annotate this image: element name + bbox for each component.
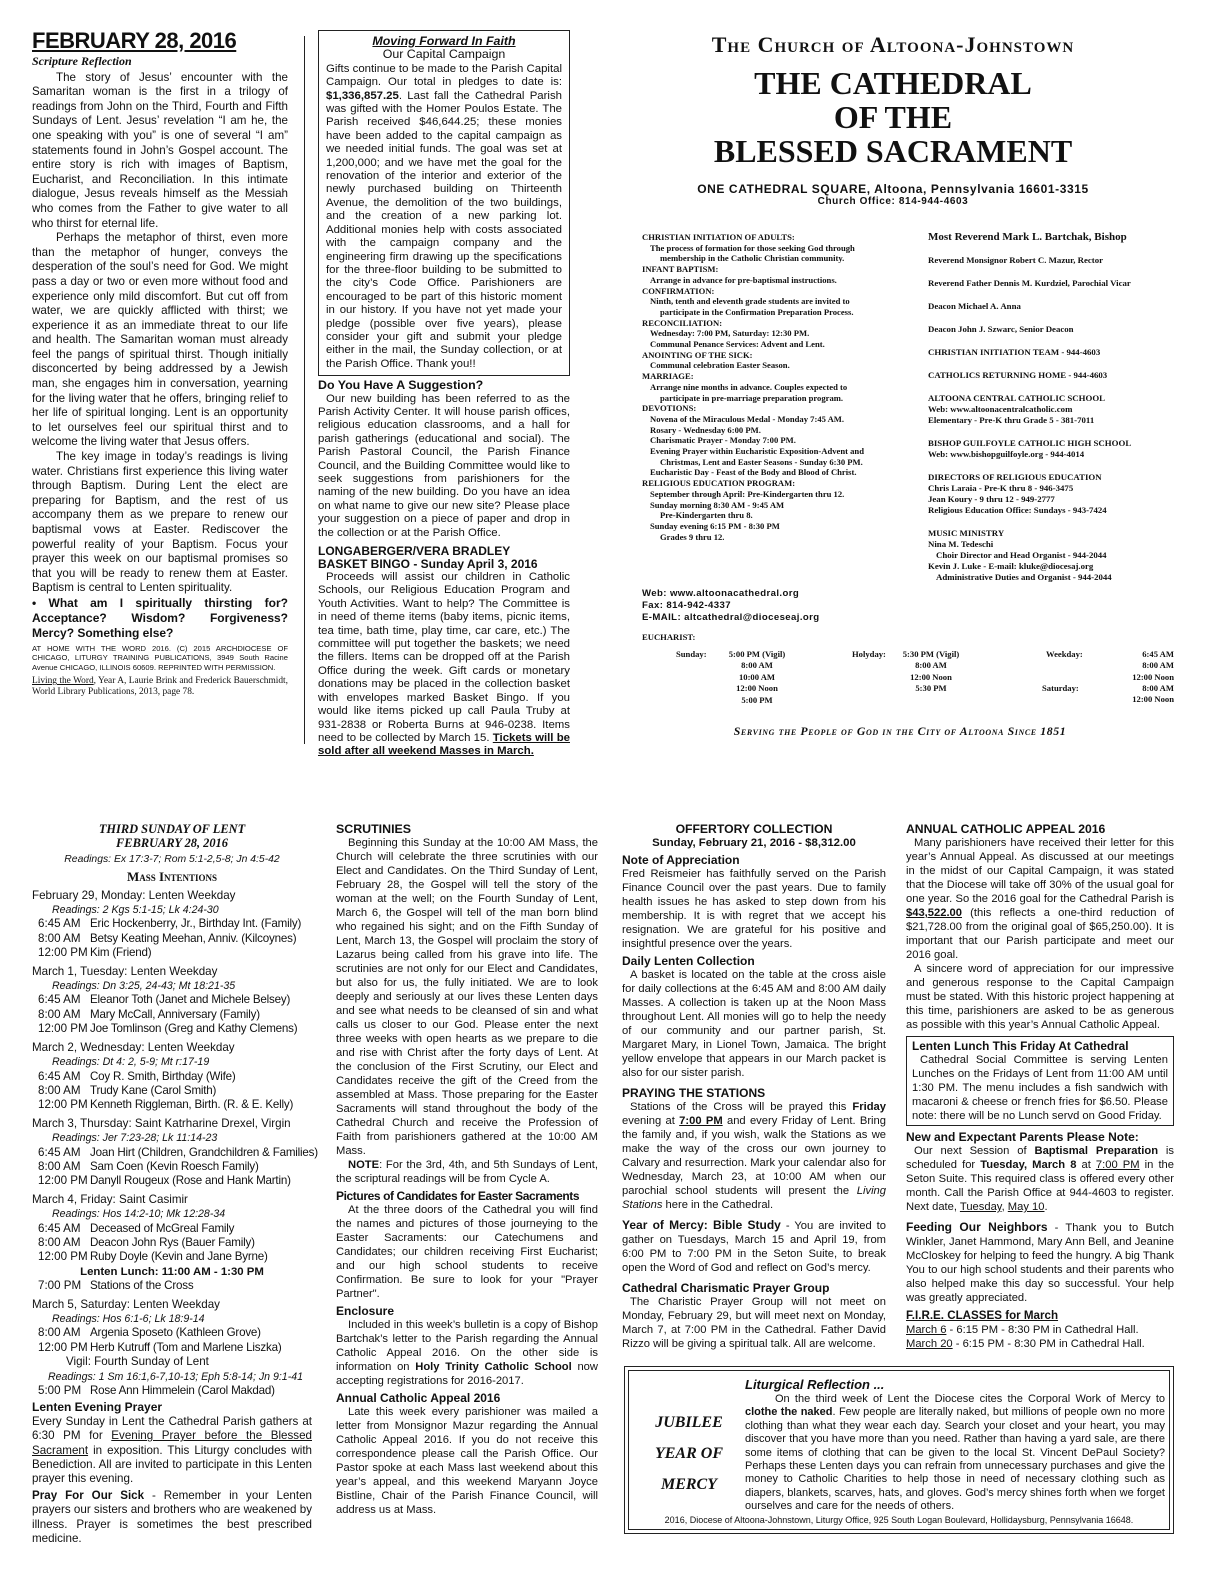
feeding-neighbors: Feeding Our Neighbors - Thank you to Butch Winkler, Janet Hammond, Mary Ann Bell, and Jeanine McCloskey for helping to feed the hungry. A big Thank You to our high school students and their parents who also helped make this day so successful. Your help was greatly appreciated. [906, 1220, 1175, 1304]
appeal-title: ANNUAL CATHOLIC APPEAL 2016 [906, 822, 1106, 836]
church-name: The Church of Altoona-Johnstown [711, 32, 1075, 57]
music-ministry: MUSIC MINISTRY Nina M. Tedeschi Choir Director and Head Organist - 944-2044 Kevin J. Luke - E-mail: kluke@diocesaj.org Administrative Duties and Organist - 944-2044 [928, 528, 1112, 582]
mass-time: 10:00 AM [738, 671, 776, 682]
bingo-tickets: Tickets will be sold after all weekend Masses in March. [318, 731, 570, 758]
holyday-times [892, 649, 970, 695]
enclosure-body: Included in this week’s bulletin is a copy of Bishop Bartchak’s letter to the Parish regarding the Annual Catholic Appeal 2016. On the other side is information on Holy Trinity Catholic School now accepting registrations for 2016-2017. [336, 1319, 598, 1387]
sacrament-line: CHRISTIAN INITIATION OF ADULTS: [642, 232, 795, 242]
scripture-title: Scripture Reflection [32, 54, 132, 68]
pray-sick: Pray For Our Sick - Remember in your Lenten prayers our sisters and brothers who are weakened by illness. Prayer is sometimes the best prescribed medicine. [32, 1488, 312, 1546]
sacrament-line: membership in the Catholic Christian community. [660, 253, 845, 264]
intention-name: Argenia Sposeto (Kathleen Grove) [90, 1326, 261, 1340]
bulletin-date: FEBRUARY 28, 2016 [32, 28, 237, 53]
pictures-title: Pictures of Candidates for Easter Sacraments [336, 1189, 580, 1203]
intention-time: 6:45 AM [38, 1069, 81, 1083]
weekday-label: Weekday: [1046, 649, 1083, 659]
evening-prayer-body: Every Sunday in Lent the Cathedral Parish gathers at 6:30 PM for Evening Prayer before the Blessed Sacrament in exposition. This Liturgy concludes with Benediction. All are invited to participate in this Lenten prayer this evening. [32, 1414, 312, 1486]
appeal-p2: A sincere word of appreciation for our impressive and generous response to the Capital Campaign must be stated. With this historic project happening at this time, parishioners are asked to be as generous as possible with this year’s Annual Catholic Appeal. [906, 963, 1174, 1031]
lenten-lunch-line: Lenten Lunch: 11:00 AM - 1:30 PM [80, 1265, 264, 1278]
lent-date: FEBRUARY 28, 2016 [116, 836, 228, 851]
scripture-copyright: AT HOME WITH THE WORD 2016. (C) 2015 ARCHDIOCESE OF CHICAGO, LITURGY TRAINING PUBLICATIONS, 3949 South Racine Avenue CHICAGO, ILLINOIS 60609. REPRINTED WITH PERMISSION. [32, 643, 288, 672]
vigil-readings: Readings: 1 Sm 16:1,6-7,10-13; Eph 5:8-14; Jn 9:1-41 [48, 1370, 304, 1383]
offertory-column [622, 822, 886, 1351]
sacrament-line: Evening Prayer within Eucharistic Exposition-Advent and [650, 446, 864, 457]
mass-time: 5:30 PM (Vigil) [902, 649, 960, 659]
campaign-title: Moving Forward In Faith [372, 34, 516, 48]
sacrament-line: Sunday morning 8:30 AM - 9:45 AM [650, 499, 785, 510]
campaign-subtitle: Our Capital Campaign [382, 47, 506, 62]
fire-line-1: March 6 - 6:15 PM - 8:30 PM in Cathedral Hall. [906, 1324, 1139, 1336]
credit-title: Living the Word [32, 676, 94, 687]
fire-title: F.I.R.E. CLASSES for March [906, 1309, 1059, 1322]
intention-time: 12:00 PM [38, 1174, 88, 1188]
mass-intentions [32, 888, 318, 1399]
scripture-credit [32, 676, 288, 698]
fax-number: Fax: 814-942-4337 [642, 600, 731, 612]
appeal-goal: $43,522.00 [906, 907, 962, 919]
appreciation-title: Note of Appreciation [622, 853, 740, 867]
intention-day-title: March 5, Saturday: Lenten Weekday [32, 1297, 220, 1311]
sacrament-line: September through April: Pre-Kindergarten thru 12. [650, 488, 845, 499]
catholics-returning: CATHOLICS RETURNING HOME - 944-4603 [928, 370, 1108, 380]
intention-row [32, 1070, 312, 1084]
staff-list [928, 232, 1188, 595]
intention-readings: Readings: 2 Kgs 5:1-15; Lk 4:24-30 [52, 904, 219, 917]
lent-column [32, 822, 318, 1547]
liturgical-footer: 2016, Diocese of Altoona-Johnstown, Liturgy Office, 925 South Logan Boulevard, Hollidaysburg, Pennsylvania 16648. [664, 1515, 1134, 1525]
intention-time: 8:00 AM [38, 1159, 81, 1173]
intention-name: Stations of the Cross [90, 1279, 194, 1293]
offertory-title: OFFERTORY COLLECTION [675, 822, 833, 836]
scripture-p3: The key image in today’s readings is living water. Christians first experience this living water through Baptism. During Lent the elect are preparing for Baptism, and the rest of us accompany them as we prepare to renew our baptismal vows at Easter. Rediscover the powerful reality of your Baptism. Focus your prayer this week on our baptismal promises so that you will be ready to renew them at Easter. Baptism is central to Lenten spirituality. [32, 450, 288, 595]
sacrament-line: Christmas, Lent and Easter Seasons - Sunday 6:30 PM. [660, 456, 863, 467]
liturgical-reflection-inner [628, 1370, 1170, 1530]
intention-time: 5:00 PM [38, 1384, 82, 1398]
intention-row [32, 946, 312, 960]
intention-row [32, 1384, 312, 1398]
liturgical-body: On the third week of Lent the Diocese cites the Corporal Work of Mercy to clothe the naked. Few people are literally naked, but millions of people own no more clothing than what they wear each day. Search your closet and your heart, you may discover that you have more than you need. Rather than having a yard sale, are there some items of clothing that can be given to the local St. Vincent DePaul Society? Perhaps these Lenten days you can refrain from unnecessary purchases and give the money to Catholic Charities to help those in need of necessary clothing such as diapers, blankets, scarves, hats, and gloves. God’s mercy shines forth when we forget ourselves and care for the needs of others. [745, 1393, 1165, 1513]
intention-row [32, 1145, 318, 1160]
intention-time: 8:00 AM [38, 1007, 81, 1021]
intention-row [32, 993, 312, 1007]
intention-time: 6:45 AM [38, 993, 81, 1007]
stations-title: PRAYING THE STATIONS [622, 1086, 766, 1100]
sacrament-line: participate in the Confirmation Preparation Process. [660, 306, 854, 317]
daily-lenten-title: Daily Lenten Collection [622, 954, 755, 968]
sacrament-line: Charismatic Prayer - Monday 7:00 PM. [650, 435, 796, 446]
intention-name: Kim (Friend) [90, 946, 152, 960]
intention-row [32, 1250, 312, 1264]
sacrament-line: CONFIRMATION: [642, 285, 715, 296]
campaign-body: Gifts continue to be made to the Parish Capital Campaign. Our total in pledges to date is: $1,336,857.25. Last fall the Cathedral Parish was gifted with the Homer Poulos Estate. The Parish received $46,644.25; these monies have been added to the capital campaign as we needed initial funds. The goal was set at 1,200,000; and we have met the goal for the renovation of the interior and exterior of the newly purchased building on Thirteenth Avenue, the demolition of the two buildings, and the creation of a new parking lot. Additional monies help with costs associated with the campaign company and the engineering firm drawing up the specifications for the three-floor building to be submitted to the city’s Code Office. Parishioners are encouraged to be part of this historic moment in our history. If you have not yet made your pledge (possible over five years), please consider your gift and submit your pledge either in the mail, the Sunday collection, or at the Parish Office. Thank you!! [326, 62, 562, 370]
charismatic-title: Cathedral Charismatic Prayer Group [622, 1281, 830, 1295]
intention-row [32, 1326, 312, 1340]
holyday-label: Holyday: [852, 649, 886, 659]
intention-name: Sam Coen (Kevin Roesch Family) [90, 1159, 259, 1173]
intention-day-title: March 2, Wednesday: Lenten Weekday [32, 1040, 235, 1054]
mass-time: 8:00 AM [915, 660, 947, 671]
sacrament-line: INFANT BAPTISM: [642, 264, 719, 275]
intention-name: Joan Hirt (Children, Grandchildren & Families) [90, 1145, 318, 1159]
intention-time: 8:00 AM [38, 1083, 81, 1097]
parents-title: New and Expectant Parents Please Note: [906, 1130, 1139, 1144]
office-phone: Church Office: 814-944-4603 [817, 196, 969, 207]
intention-name: Coy R. Smith, Birthday (Wife) [90, 1069, 236, 1083]
intention-row [32, 1222, 312, 1236]
masthead [588, 32, 1198, 207]
sacrament-line: Rosary - Wednesday 6:00 PM. [650, 424, 761, 435]
intention-name: Eric Hockenberry, Jr., Birthday Int. (Family) [90, 917, 302, 931]
weekday-times [1096, 649, 1174, 683]
intention-time: 7:00 PM [38, 1279, 82, 1293]
lent-title: THIRD SUNDAY OF LENT [98, 822, 246, 836]
intention-readings: Readings: Dt 4: 2, 5-9; Mt r:17-19 [52, 1056, 210, 1069]
sacrament-line: Communal Penance Services: Advent and Lent. [650, 339, 825, 350]
scrutinies-note: NOTE: For the 3rd, 4th, and 5th Sundays of Lent, the scriptural readings will be from Cycle A. [336, 1159, 598, 1185]
intention-row [32, 1098, 312, 1112]
intention-day [32, 1193, 312, 1294]
vicar: Reverend Father Dennis M. Kurdziel, Parochial Vicar [928, 278, 1131, 288]
bingo-title-1: LONGABERGER/VERA BRADLEY [318, 544, 511, 559]
vigil-title: Vigil: Fourth Sunday of Lent [66, 1355, 209, 1369]
fire-line-2: March 20 - 6:15 PM - 8:30 PM in Cathedral Hall. [906, 1338, 1145, 1350]
intention-name: Betsy Keating Meehan, Anniv. (Kilcoynes) [90, 931, 297, 945]
sacrament-line: Novena of the Miraculous Medal - Monday 7:45 AM. [650, 413, 845, 424]
mass-time: 5:30 PM [915, 683, 947, 694]
intention-row [32, 1279, 312, 1293]
appeal-column [906, 822, 1174, 1351]
lenten-lunch-body: Cathedral Social Committee is serving Lenten Lunches on the Fridays of Lent from 11:00 AM until 1:30 PM. The menu includes a fish sandwich with macaroni & cheese or french fries for $6.50. Please note: there will be no Lunch servd on Good Friday. [912, 1054, 1168, 1122]
intention-time: 12:00 PM [38, 1250, 88, 1264]
lenten-lunch-box [906, 1036, 1174, 1126]
cathedral-name [588, 66, 1198, 168]
intention-row [32, 1160, 312, 1174]
campaign-box [318, 30, 570, 376]
intention-day-title: March 1, Tuesday: Lenten Weekday [32, 964, 218, 978]
scripture-column [32, 28, 288, 698]
mass-time: 8:00 AM [1142, 683, 1174, 693]
intention-name: Deceased of McGreal Family [90, 1221, 235, 1235]
mass-time: 6:45 AM [1142, 649, 1174, 659]
contact-info [642, 588, 912, 625]
bishop: Most Reverend Mark L. Bartchak, Bishop [928, 231, 1127, 243]
intention-day-title: March 3, Thursday: Saint Katrharine Drexel, Virgin [32, 1116, 291, 1130]
mass-time: 8:00 AM [1142, 660, 1174, 671]
sunday-label: Sunday: [676, 649, 707, 659]
intention-name: Kenneth Riggleman, Birth. (R. & E. Kelly) [90, 1098, 294, 1112]
intention-day [32, 965, 312, 1037]
religious-education-directors: DIRECTORS OF RELIGIOUS EDUCATION Chris Laraia - Pre-K thru 8 - 946-3475 Jean Koury - 9 thru 12 - 949-2777 Religious Education Office: Sundays - 943-7424 [928, 472, 1107, 515]
sacrament-line: RELIGIOUS EDUCATION PROGRAM: [642, 478, 796, 489]
intention-time: 8:00 AM [38, 931, 81, 945]
eucharist-schedule [642, 632, 1202, 705]
sacrament-line: Ninth, tenth and eleventh grade students are invited to [650, 296, 850, 307]
saturday-times [1096, 683, 1174, 706]
evening-prayer-link: Evening Prayer before the Blessed Sacrament [32, 1429, 312, 1457]
jubilee-emblem: JUBILEE YEAR OF MERCY [654, 1414, 723, 1493]
scrutinies-body: Beginning this Sunday at the 10:00 AM Mass, the Church will celebrate the three scrutinies with our Elect and Candidates. On the Third Sunday of Lent, February 28, the Gospel will tell the story of the woman at the well; on the Fourth Sunday of Lent, March 6, the Gospel will tell of the man born blind who regained his sight; and on the Fifth Sunday of Lent, March 13, the Gospel will proclaim the story of Lazarus being called from his grave into life. The scrutinies are not only for our Elect and Candidates, but also for us, the fully initiated. We are to look deeply and seriously at our lives these Lenten days and see what needs to be cleansed of sin and what calls us closer to our God. Please enter the next three weeks with open hearts as we prepare to die and rise with Christ after the forty days of Lent. At the conclusion of the First Scrutiny, our Elect and Candidates receive the gift of the Creed from the assembled at Mass. Those preparing for the Easter Sacraments will stand throughout the body of the Cathedral Church and receive the Profession of Faith from parishioners gathered at the 10:00 AM Mass. [336, 837, 598, 1157]
intention-name: Trudy Kane (Carol Smith) [90, 1083, 217, 1097]
intention-day [32, 889, 312, 961]
appeal-small-title: Annual Catholic Appeal 2016 [336, 1391, 501, 1405]
intention-name: Eleanor Toth (Janet and Michele Belsey) [90, 993, 291, 1007]
intention-row [32, 1174, 312, 1188]
sacrament-line: Grades 9 thru 12. [660, 531, 725, 542]
intention-name: Joe Tomlinson (Greg and Kathy Clemens) [90, 1022, 298, 1036]
intention-row [32, 932, 312, 946]
parents-body: Our next Session of Baptismal Preparation is scheduled for Tuesday, March 8 at 7:00 PM in the Seton Suite. This required class is offered every other month. Call the Parish Office at 944-4603 to register. Next date, Tuesday, May 10. [906, 1145, 1174, 1213]
guilfoyle-school: BISHOP GUILFOYLE CATHOLIC HIGH SCHOOL Web: www.bishopguilfoyle.org - 944-4014 [928, 438, 1132, 459]
sacrament-line: RECONCILIATION: [642, 317, 723, 328]
website-link[interactable]: Web: www.altoonacathedral.org [642, 588, 800, 599]
email-link[interactable]: E-MAIL: altcathedral@dioceseaj.org [642, 612, 820, 624]
mercy-study: Year of Mercy: Bible Study - You are invited to gather on Tuesdays, March 15 and April 19, from 6:00 PM to 7:00 PM in the Seton Suite, to break open the Word of God and reflect on God’s mercy. [622, 1218, 886, 1274]
intention-name: Mary McCall, Anniversary (Family) [90, 1007, 260, 1021]
stations-body: Stations of the Cross will be prayed this Friday evening at 7:00 PM and every Friday of Lent. Bring the family and, if you wish, walk the Stations as we make the way of the cross our own journey to Calvary and resurrection. Mark your calendar also for Wednesday, March 23, at 10:00 AM when our parochial school students will present the Living Stations here in the Cathedral. [622, 1101, 886, 1211]
pray-sick-title: Pray For Our Sick [32, 1488, 145, 1502]
daily-lenten-body: A basket is located on the table at the cross aisle for daily collections at the 6:45 AM and 8:00 AM daily Masses. A collection is taken up at the Noon Mass throughout Lent. All monies will go to help the needy of our community and our partner parish, St. Margaret Mary, in Lionel Town, Jamaica. The bright yellow envelope that appears in our March packet is also for our sister parish. [622, 969, 886, 1079]
intention-day [32, 1041, 312, 1113]
intention-row [32, 1008, 312, 1022]
suggestion-body: Our new building has been referred to as the Parish Activity Center. It will house parish offices, religious education classrooms, and a hall for parish gatherings (educational and social). The Parish Pastoral Council, the Parish Finance Council, and the Building Committee would like to seek suggestions from parishioners for the naming of the new building. Do you have an idea on what name to give our new site? Please place your suggestion on a piece of paper and drop in the collection or at the Parish Office. [318, 392, 570, 539]
intention-day [32, 1298, 312, 1399]
intention-row [32, 917, 312, 931]
pictures-body: At the three doors of the Cathedral you will find the names and pictures of those journeying to the Easter Sacraments: our Catechumens and Candidates; our children receiving First Eucharist; and our high school students to receive Confirmation. Be sure to look for your "Prayer Partner". [336, 1204, 598, 1300]
sacrament-line: Sunday evening 6:15 PM - 8:30 PM [650, 520, 780, 531]
intention-time: 6:45 AM [38, 1145, 81, 1159]
sunday-times [722, 649, 792, 706]
scrutinies-title: SCRUTINIES [336, 822, 412, 836]
sacrament-line: Arrange in advance for pre-baptismal instructions. [650, 274, 837, 285]
sacraments-list [642, 232, 912, 542]
mass-time: 12:00 Noon [1132, 671, 1174, 682]
lenten-lunch-title: Lenten Lunch This Friday At Cathedral [912, 1039, 1129, 1053]
intention-day-title: February 29, Monday: Lenten Weekday [32, 888, 236, 902]
mass-time: 8:00 AM [741, 660, 773, 671]
mass-time: 12:00 Noon [1132, 694, 1174, 705]
cathedral-line-2: OF THE [833, 99, 953, 135]
sacrament-line: Arrange nine months in advance. Couples expected to [650, 381, 848, 392]
intention-row [32, 1022, 312, 1036]
address: ONE CATHEDRAL SQUARE, Altoona, Pennsylvania 16601-3315 [697, 182, 1089, 196]
cathedral-line-1: THE CATHEDRAL [754, 65, 1032, 101]
intention-day [32, 1116, 318, 1189]
eucharist-label: EUCHARIST: [642, 632, 696, 642]
sacrament-line: The process of formation for those seeking God through [650, 242, 855, 253]
central-catholic-school: ALTOONA CENTRAL CATHOLIC SCHOOL Web: www.altoonacentralcatholic.com Elementary - Pre-K thru Grade 5 - 381-7011 [928, 393, 1106, 425]
intention-time: 12:00 PM [38, 946, 88, 960]
intention-name: Ruby Doyle (Kevin and Jane Byrne) [90, 1250, 268, 1264]
intention-time: 12:00 PM [38, 1098, 88, 1112]
offertory-line: Sunday, February 21, 2016 - $8,312.00 [652, 837, 856, 849]
intention-row [32, 1084, 312, 1098]
intention-time: 8:00 AM [38, 1326, 81, 1340]
sacrament-line: Eucharistic Day - Feast of the Body and Blood of Christ. [650, 467, 857, 478]
appreciation-body: Fred Reismeier has faithfully served on the Parish Finance Council over the past years. Due to family health issues he has asked to step down from his membership. It is with regret that we accept his resignation. We are grateful for his positive and insightful presence over the years. [622, 868, 886, 950]
intention-readings: Readings: Hos 14:2-10; Mk 12:28-34 [52, 1208, 226, 1221]
intention-time: 12:00 PM [38, 1340, 88, 1354]
intention-name: Deacon John Rys (Bauer Family) [90, 1235, 255, 1249]
intention-name: Herb Kutruff (Tom and Marlene Liszka) [90, 1340, 282, 1354]
mass-time: 12:00 Noon [736, 683, 778, 694]
intention-readings: Readings: Jer 7:23-28; Lk 11:14-23 [52, 1132, 218, 1145]
bingo-body: Proceeds will assist our children in Catholic Schools, our Religious Education Program and Youth Activities. Want to help? The Committee is in need of theme items (baby items, picnic items, tea time, bath time, play time, car care, etc.) The committee will put together the baskets; we need the fillers. Items can be dropped off at the Parish Office during the week. Gift cards or monetary donations may be placed in the collection basket with envelopes marked Basket Bingo. If you would like items picked up call Paula Truby at 931-2838 or Roberta Burns at 946-0238. Items need to be collected by March 15. Tickets will be sold after all weekend Masses in March. [318, 571, 570, 758]
appeal-small-body: Late this week every parishioner was mailed a letter from Monsignor Mazur regarding the Annual Catholic Appeal 2016. If you do not receive this correspondence please call the Parish Office. Our Pastor spoke at each Mass last weekend about this year’s appeal, and this weekend Maryann Joyce Bistline, Chair of the Parish Finance Council, will address us at Mass. [336, 1406, 598, 1516]
mass-intentions-title: Mass Intentions [126, 869, 218, 885]
intention-readings: Readings: Hos 6:1-6; Lk 18:9-14 [52, 1313, 205, 1325]
sacrament-line: MARRIAGE: [642, 371, 694, 382]
column-divider [304, 36, 305, 744]
intention-readings: Readings: Dn 3:25, 24-43; Mt 18:21-35 [52, 980, 236, 993]
intention-time: 6:45 AM [38, 917, 81, 931]
intention-time: 6:45 AM [38, 1221, 81, 1235]
suggestion-title: Do You Have A Suggestion? [318, 378, 484, 393]
sacrament-line: Wednesday: 7:00 PM, Saturday: 12:30 PM. [650, 328, 810, 339]
mass-time: 5:00 PM [741, 694, 773, 705]
credit-rest: , Year A, Laurie Brink and Frederick Bauerschmidt, World Library Publications, 2013, page 78. [32, 676, 288, 698]
liturgical-reflection-box [624, 1366, 1174, 1534]
scripture-p1: The story of Jesus’ encounter with the Samaritan woman is the first in a trilogy of readings from John on the Third, Fourth and Fifth Sundays of Lent. Jesus’ revelation “I am he, the one speaking with you” is one of several “I am” statements found in John’s Gospel account. The entire story is rich with images of Baptism, Eucharist, and Reconciliation. In this intimate dialogue, Jesus reveals himself as the Messiah who comes from the Father to give water to all who thirst for eternal life. [32, 70, 288, 230]
serving-tagline: Serving the People of God in the City of Altoona Since 1851 [733, 724, 1067, 738]
campaign-column [318, 30, 570, 759]
intention-time: 8:00 AM [38, 1235, 81, 1249]
intention-row [32, 1341, 312, 1355]
mass-time: 5:00 PM (Vigil) [728, 649, 786, 659]
evening-prayer-title: Lenten Evening Prayer [32, 1400, 163, 1415]
deacon-1: Deacon Michael A. Anna [928, 301, 1021, 311]
initiation-team: CHRISTIAN INITIATION TEAM - 944-4603 [928, 347, 1101, 357]
charismatic-body: The Charistic Prayer Group will not meet on Monday, February 29, but will meet next on Monday, March 7, at 7:00 PM in the Cathedral. Father David Rizzo will be giving a spiritual talk. All are welcome. [622, 1296, 886, 1350]
sacrament-line: Communal celebration Easter Season. [650, 360, 790, 371]
cathedral-line-3: BLESSED SACRAMENT [713, 133, 1073, 169]
intention-time: 12:00 PM [38, 1022, 88, 1036]
liturgical-title: Liturgical Reflection ... [745, 1377, 885, 1392]
sacrament-line: ANOINTING OF THE SICK: [642, 349, 753, 360]
lent-readings: Readings: Ex 17:3-7; Rom 5:1-2,5-8; Jn 4:5-42 [64, 853, 280, 865]
intention-name: Rose Ann Himmelein (Carol Makdad) [90, 1384, 275, 1398]
campaign-total: $1,336,857.25 [326, 89, 399, 102]
sacrament-line: participate in pre-marriage preparation program. [660, 392, 844, 403]
sacrament-line: Pre-Kindergarten thru 8. [660, 510, 753, 521]
appeal-body: Many parishioners have received their letter for this year’s Annual Appeal. As discussed at our meetings in the midst of our Capital Campaign, it was stated that the Diocese will take off 30% of the usual goal for one year. So the 2016 goal for the Cathedral Parish is $43,522.00 (this reflects a one-third reduction of $21,728.00 from the original goal of $65,250.00). It is important that our Parish participate and meet our 2016 goal. [906, 837, 1174, 961]
enclosure-title: Enclosure [336, 1304, 395, 1318]
intention-row [32, 1236, 312, 1250]
scripture-p2: Perhaps the metaphor of thirst, even more than the metaphor of hunger, conveys the desperation of the soul’s need for God. We might pass a day or two or even more without food and experience only mild discomfort. But cut off from water, we are quickly afflicted with thirst; we experience it as an immediate threat to our life and health. The Samaritan woman must already feel the pangs of spiritual thirst. Though initially disconcerted by being addressed by a Jewish man, she engages him in conversation, yearning for the living water that he offers, bringing relief to her life of spiritual longing. Lent is an opportunity to let ourselves feel our spiritual thirst and to welcome the living water that Jesus offers. [32, 231, 288, 449]
rector: Reverend Monsignor Robert C. Mazur, Rector [928, 255, 1104, 265]
scrutinies-column [336, 822, 598, 1517]
intention-name: Danyll Rougeux (Rose and Hank Martin) [90, 1174, 291, 1188]
scripture-question: • What am I spiritually thirsting for? Acceptance? Wisdom? Forgiveness? Mercy? Something else? [32, 595, 288, 640]
sacrament-line: DEVOTIONS: [642, 403, 697, 414]
saturday-label: Saturday: [1042, 683, 1079, 693]
bingo-title-2: BASKET BINGO - Sunday April 3, 2016 [318, 557, 538, 572]
deacon-2: Deacon John J. Szwarc, Senior Deacon [928, 324, 1074, 334]
intention-day-title: March 4, Friday: Saint Casimir [32, 1192, 188, 1206]
mass-time: 12:00 Noon [910, 671, 952, 682]
